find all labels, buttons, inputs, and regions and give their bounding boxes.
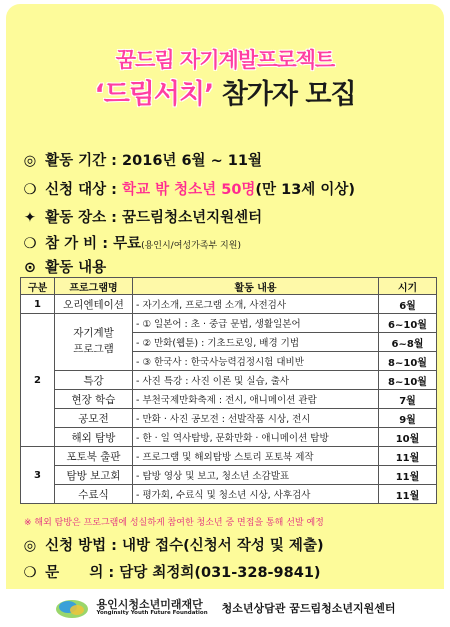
- cell-time: 6~8월: [379, 333, 437, 352]
- selection-note: ※ 해외 탐방은 프로그램에 성실하게 참여한 청소년 중 면접을 통해 선발 예정: [24, 518, 324, 528]
- cell-time: 8~10월: [379, 352, 437, 371]
- title-program-name: ‘드림서치’: [94, 79, 214, 110]
- circle-icon: ❍: [23, 236, 37, 252]
- cell-time: 6~10월: [379, 314, 437, 333]
- header-division: 구분: [21, 278, 55, 295]
- table-row: [21, 314, 437, 333]
- table-row: [21, 428, 437, 447]
- cell-activity: - 평가회, 수료식 및 청소년 시상, 사후검사: [133, 485, 379, 504]
- circle-icon: ❍: [23, 565, 37, 581]
- info-label: 신청 대상 :: [45, 182, 123, 198]
- center-name: 청소년상담관 꿈드림청소년지원센터: [221, 602, 396, 615]
- cell-division: 3: [21, 447, 55, 504]
- cell-time: 11월: [379, 485, 437, 504]
- cell-activity: - 부천국제만화축제 : 전시, 애니메이션 관람: [133, 390, 379, 409]
- header-activity: 활동 내용: [133, 278, 379, 295]
- cell-activity: - ③ 한국사 : 한국사능력검정시험 대비반: [133, 352, 379, 371]
- cell-time: 11월: [379, 447, 437, 466]
- info-target: [20, 178, 440, 199]
- main-title: [6, 72, 444, 111]
- cell-activity: - 사진 특강 : 사진 이론 및 실습, 출사: [133, 371, 379, 390]
- cell-program: 자기계발 프로그램: [55, 314, 133, 371]
- double-circle-icon: ◎: [23, 153, 37, 169]
- footer: [0, 589, 450, 627]
- table-row: [21, 371, 437, 390]
- apply-label: 문 의 :: [45, 565, 120, 581]
- foundation-name-ko: 용인시청소년미래재단: [96, 598, 203, 612]
- foundation-name-en: Yonginsity Youth Future Foundation: [96, 609, 208, 616]
- cell-activity: - ① 일본어 : 초 · 중급 문법, 생활일본어: [133, 314, 379, 333]
- cell-program: 현장 학습: [55, 390, 133, 409]
- cell-program: 오리엔테이션: [55, 295, 133, 314]
- header-time: 시기: [379, 278, 437, 295]
- info-fee: [20, 232, 440, 253]
- info-period: [20, 149, 440, 170]
- apply-method: [20, 534, 440, 555]
- info-value: 2016년 6월 ~ 11월: [122, 153, 262, 169]
- cell-time: 8~10월: [379, 371, 437, 390]
- table-row: [21, 485, 437, 504]
- cell-activity: - 프로그램 및 해외탐방 스토리 포토북 제작: [133, 447, 379, 466]
- apply-contact: [20, 561, 440, 582]
- table-row: [21, 390, 437, 409]
- double-circle-icon: ◎: [23, 538, 37, 554]
- cell-division: 2: [21, 314, 55, 447]
- info-label: 참 가 비 :: [45, 236, 114, 252]
- cell-program: 해외 탐방: [55, 428, 133, 447]
- cell-time: 11월: [379, 466, 437, 485]
- cell-division: 1: [21, 295, 55, 314]
- cell-activity: - 한 · 일 역사탐방, 문화만화 · 애니메이션 탐방: [133, 428, 379, 447]
- cell-activity: - 자기소개, 프로그램 소개, 사전검사: [133, 295, 379, 314]
- apply-value: 내방 접수(신청서 작성 및 제출): [122, 538, 324, 554]
- cell-time: 6월: [379, 295, 437, 314]
- info-tail: (만 13세 이상): [255, 182, 355, 198]
- info-value: 꿈드림청소년지원센터: [122, 210, 263, 226]
- title-recruit: 참가자 모집: [213, 79, 356, 110]
- poster: [6, 4, 444, 623]
- foundation-logo-icon: [55, 597, 89, 619]
- cell-time: 10월: [379, 428, 437, 447]
- cell-time: 9월: [379, 409, 437, 428]
- foundation-name: [97, 599, 208, 616]
- info-small: (용인시/여성가족부 지원): [141, 241, 241, 251]
- apply-label: 신청 방법 :: [45, 538, 123, 554]
- info-label: 활동 장소 :: [45, 210, 123, 226]
- table-header-row: [21, 278, 437, 295]
- cell-program: 포토북 출판: [55, 447, 133, 466]
- cell-program: 공모전: [55, 409, 133, 428]
- sub-title: 꿈드림 자기계발프로젝트: [115, 48, 335, 72]
- circle-icon: ❍: [23, 182, 37, 198]
- table-row: [21, 447, 437, 466]
- info-highlight: 학교 밖 청소년 50명: [122, 182, 256, 198]
- cell-program: 특강: [55, 371, 133, 390]
- cell-time: 7월: [379, 390, 437, 409]
- apply-value: 담당 최정희(031-328-9841): [119, 565, 321, 581]
- cell-program: 탐방 보고회: [55, 466, 133, 485]
- cell-program: 수료식: [55, 485, 133, 504]
- info-place: [20, 206, 440, 227]
- star-icon: ✦: [23, 210, 37, 226]
- program-table: [20, 277, 437, 504]
- dot-circle-icon: ⊙: [23, 260, 37, 276]
- header-program: 프로그램명: [55, 278, 133, 295]
- info-content: [20, 256, 440, 277]
- info-label: 활동 내용: [45, 260, 107, 276]
- cell-activity: - 탐방 영상 및 보고, 청소년 소감발표: [133, 466, 379, 485]
- table-row: [21, 409, 437, 428]
- info-value: 무료: [113, 236, 142, 252]
- cell-activity: - 만화 · 사진 공모전 : 선발작품 시상, 전시: [133, 409, 379, 428]
- table-row: [21, 466, 437, 485]
- cell-activity: - ② 만화(웹툰) : 기초드로잉, 배경 기법: [133, 333, 379, 352]
- table-row: [21, 295, 437, 314]
- info-label: 활동 기간 :: [45, 153, 123, 169]
